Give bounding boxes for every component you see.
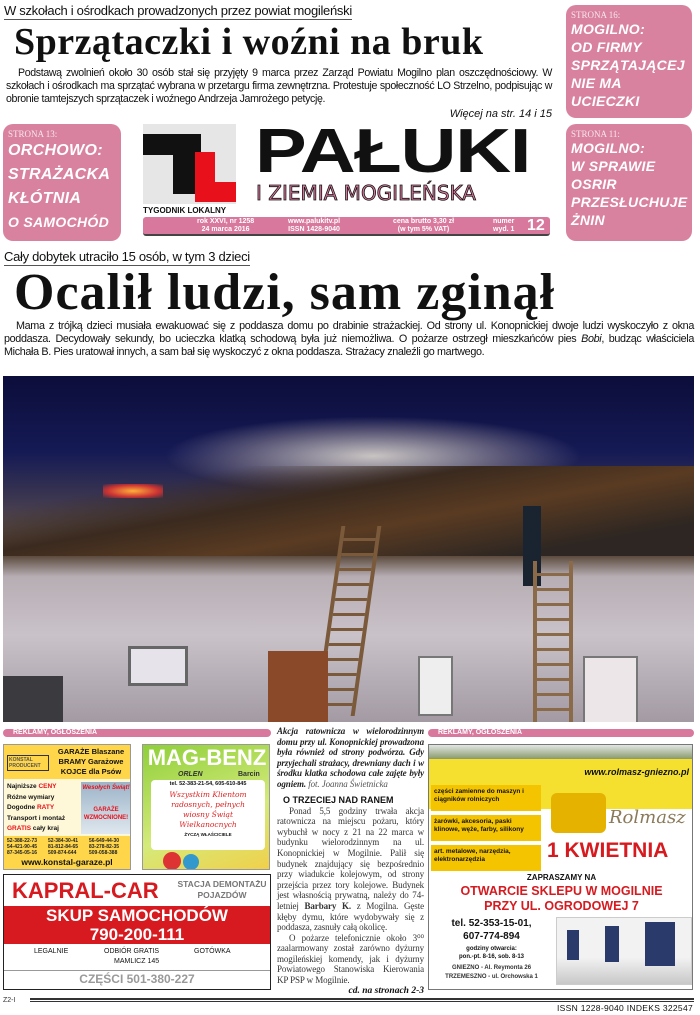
article-column xyxy=(277,726,424,997)
rolmasz-phone: tel. 52-353-15-01, xyxy=(451,918,532,929)
teaser-line: MOGILNO: xyxy=(571,140,645,156)
issue-number: 12 xyxy=(527,217,545,234)
konstal-wish: Wesołych Świąt! xyxy=(82,785,130,791)
rolmasz-logo: Rolmasz xyxy=(609,807,686,828)
issn-index: ISSN 1228-9040 INDEKS 322547 xyxy=(557,1003,693,1013)
price: cena brutto 3,30 zł xyxy=(393,218,455,225)
issn: ISSN 1428-9040 xyxy=(288,226,340,233)
rolmasz-item: części zamienne do maszyn i ciągników rolniczych xyxy=(431,785,541,811)
ad-rolmasz[interactable] xyxy=(428,744,693,990)
masthead-tagline: TYGODNIK LOKALNY xyxy=(143,206,227,215)
article-p2: O pożarze telefonicznie około 3⁰⁰ zaalarmowany został zarówno dyżurny mogileńskiej komendy, jak i dyżurny Powiatowego Stanowiska Kierowania KP PSP w Mogilnie. xyxy=(277,932,424,986)
konstal-features: Najniższe CENY Różne wymiary Dogodne RATY Transport i montaż GRATIS cały kraj xyxy=(7,783,66,832)
teaser-line: UCIECZKI xyxy=(571,93,640,109)
shop-photo xyxy=(556,917,692,985)
year-issue: rok XXVI, nr 1258 xyxy=(197,218,255,225)
teaser-line: OD FIRMY xyxy=(571,39,642,55)
dog-name: Bobi xyxy=(581,333,602,345)
kapral-station: STACJA DEMONTAŻU POJAZDÓW xyxy=(177,879,267,900)
teaser-page: STRONA 13: xyxy=(8,129,58,139)
issue-date: 24 marca 2016 xyxy=(201,226,250,233)
number-label: numer xyxy=(493,218,515,225)
konstal-heading: GARAŻE Blaszane xyxy=(57,747,125,756)
kapral-feature: ODBIÓR GRATIS xyxy=(104,948,160,955)
main-story-headline: Ocalił ludzi, sam zginął xyxy=(14,264,556,321)
garage-image xyxy=(81,782,131,834)
teaser-line: ORCHOWO: xyxy=(8,142,103,159)
kapral-headline: SKUP SAMOCHODÓW xyxy=(46,906,228,925)
main-story-kicker: Cały dobytek utraciło 15 osób, w tym 3 dzieci xyxy=(4,249,250,264)
kapral-parts: CZĘŚCI 501-380-227 xyxy=(4,970,270,987)
ad-konstal[interactable] xyxy=(3,744,131,870)
teaser-line: W SPRAWIE xyxy=(571,158,656,174)
edition: wyd. 1 xyxy=(493,226,515,233)
konstal-url[interactable]: www.konstal-garaze.pl xyxy=(21,857,113,867)
masthead-logo xyxy=(143,124,236,204)
konstal-heading: KOJCE dla Psów xyxy=(60,767,122,776)
masthead-info-bar xyxy=(143,217,550,236)
teaser-page: STRONA 11: xyxy=(571,129,620,139)
article-p1: Ponad 5,5 godziny trwała akcja ratownicza na miejscu pożaru, który wybuchł w nocy z 21 na 22 marca w budynku wielorodzinnym na ul. Konopnickiej w Mogilnie. Palił się budynek znajdujący się bezpośrednio przy wiadukcie kolejowym, od strony przejścia przez tory kolejowe. Budynek jest własnością prywatną, należy do 74-letniej Barbary K. z Mogilna. Gęste kłęby dymu, które wydobywały się z poddasza, zasnuły całą okolicę. xyxy=(277,805,424,933)
vat: (w tym 5% VAT) xyxy=(397,226,450,233)
opening-line: OTWARCIE SKLEPU W MOGILNIE xyxy=(460,884,663,898)
rolmasz-invite: ZAPRASZAMY NA xyxy=(526,873,597,882)
teaser-line: STRAŻACKA xyxy=(8,166,111,183)
photo-credit: fot. Joanna Świetnicka xyxy=(308,778,388,789)
teaser-line: PRZESŁUCHUJE xyxy=(571,194,688,210)
konstal-heading: BRAMY Garażowe xyxy=(58,757,124,766)
kapral-feature: GOTÓWKA xyxy=(194,948,231,955)
photo-caption: Akcja ratownicza w wielorodzinnym domu przy ul. Konopnickiej prowadzona była również od strony podwórza. Gdy przyjechali strażacy, drewniany dach i w środku klatka schodowa całe zajęte były ogniem. fot. Joanna Świetnicka xyxy=(277,726,424,789)
konstal-phones: 52-388-22-73 52-384-30-41 56-649-44-30 54-421-90-45 81-812-84-65 83-278-82-35 87-345-05-16 509-874-644 509-058-388 xyxy=(7,838,120,856)
top-story-headline: Sprzątaczki i woźni na bruk xyxy=(14,21,484,63)
teaser-box-2[interactable] xyxy=(3,124,121,241)
opening-line: PRZY UL. OGRODOWEJ 7 xyxy=(484,899,639,913)
magbenz-title: MAG-BENZ xyxy=(147,745,267,770)
teaser-box-3[interactable] xyxy=(566,124,692,241)
magbenz-sign: ŻYCZĄ WŁAŚCICIELE xyxy=(184,832,232,837)
masthead-subtitle: I ZIEMIA MOGILEŃSKA xyxy=(256,181,476,205)
magbenz-card xyxy=(151,780,265,850)
easter-egg-icon xyxy=(183,854,199,870)
hours-label: godziny otwarcia: xyxy=(466,946,517,952)
kapral-address: MAMLICZ 145 xyxy=(114,958,160,965)
ads-label-left: REKLAMY, OGŁOSZENIA xyxy=(3,729,271,737)
ad-kapral-car[interactable] xyxy=(3,874,271,990)
continued-link[interactable]: cd. na stronach 2-3 xyxy=(348,985,424,996)
teaser-box-1[interactable] xyxy=(566,5,692,118)
main-story-lead: Mama z trójką dzieci musiała ewakuować się z poddasza domu po drabinie strażackiej. Od strony ul. Konopnickiej dwoje ludzi wyskoczyło z okna poddasza. Decydowały sekundy, bo ucieczka klatką schodową była już niemożliwa. O pożarze ostrzegł mieszkańców pies Bobi, budząc właściciela Michała B. Pies uratował innych, a sam bał się wyskoczyć z okna poddasza. Strażacy znaleźli go martwego. xyxy=(4,320,694,358)
fire-photo xyxy=(3,376,694,722)
rolmasz-address: TRZEMESZNO - ul. Orchowska 1 xyxy=(445,974,538,980)
konstal-logo: KONSTAL PRODUCENT xyxy=(7,755,49,771)
orlen-logo: ORLEN xyxy=(178,771,203,778)
teaser-line: NIE MA xyxy=(571,75,622,91)
magbenz-wish: Wszystkim Klientom radosnych, pełnych wiosny Świąt Wielkanocnych xyxy=(169,790,247,829)
rolmasz-url[interactable]: www.rolmasz-gniezno.pl xyxy=(584,767,689,777)
top-story-lead: Podstawą zwolnień około 30 osób stał się przyjęty 9 marca przez Zarząd Powiatu Mogilno plan oszczędnościowy. W szkołach i ośrodkach ma sprzątać wybrana w przetargu firma zewnętrzna. Protestuje społeczność LO Strzelno, podpisując w obronie tamtejszych sprzątaczek i woźnego Andrzeja Jamrożego petycję. xyxy=(6,67,552,105)
rolmasz-address: GNIEZNO - Al. Reymonta 26 xyxy=(451,965,532,971)
opening-date: 1 KWIETNIA xyxy=(547,839,669,862)
subhead: O TRZECIEJ NAD RANEM xyxy=(283,794,394,805)
rolmasz-item: art. metalowe, narzędzia, elektronarzędzia xyxy=(431,845,541,871)
magbenz-city: Barcin xyxy=(238,771,260,778)
tractor-icon xyxy=(551,793,606,833)
top-story-more-link[interactable]: Więcej na str. 14 i 15 xyxy=(449,108,552,120)
masthead-title: PAŁUKI xyxy=(255,117,531,186)
magbenz-phone: tel. 52-383-21-54, 605-610-845 xyxy=(169,781,247,787)
kapral-brand: KAPRAL-CAR xyxy=(12,878,159,903)
easter-egg-icon xyxy=(163,852,181,870)
teaser-line: SPRZĄTAJĄCEJ xyxy=(571,57,685,73)
top-story-kicker: W szkołach i ośrodkach prowadzonych przez powiat mogileński xyxy=(4,3,352,18)
teaser-line: O SAMOCHÓD xyxy=(8,214,109,230)
teaser-line: MOGILNO: xyxy=(571,21,645,37)
ad-magbenz[interactable] xyxy=(142,744,270,870)
kapral-phone: 790-200-111 xyxy=(89,925,185,944)
footer-rule xyxy=(30,998,694,1002)
teaser-line: OSRIR xyxy=(571,176,617,192)
teaser-page: STRONA 16: xyxy=(571,10,621,20)
konstal-promo: GARAŻE WZMOCNIONE! xyxy=(83,807,129,821)
rolmasz-item: żarówki, akcesoria, paski klinowe, węże, farby, silikony xyxy=(431,815,541,841)
rolmasz-phone: 607-774-894 xyxy=(463,931,520,942)
page-code: Z2-I xyxy=(3,997,16,1004)
ads-label-right: REKLAMY, OGŁOSZENIA xyxy=(428,729,694,737)
teaser-line: ŻNIN xyxy=(571,212,605,228)
hours: pon.-pt. 8-16, sob. 8-13 xyxy=(458,954,524,960)
kapral-feature: LEGALNIE xyxy=(34,948,69,955)
teaser-line: KŁÓTNIA xyxy=(8,190,82,207)
website-link[interactable]: www.palukitv.pl xyxy=(288,218,341,225)
